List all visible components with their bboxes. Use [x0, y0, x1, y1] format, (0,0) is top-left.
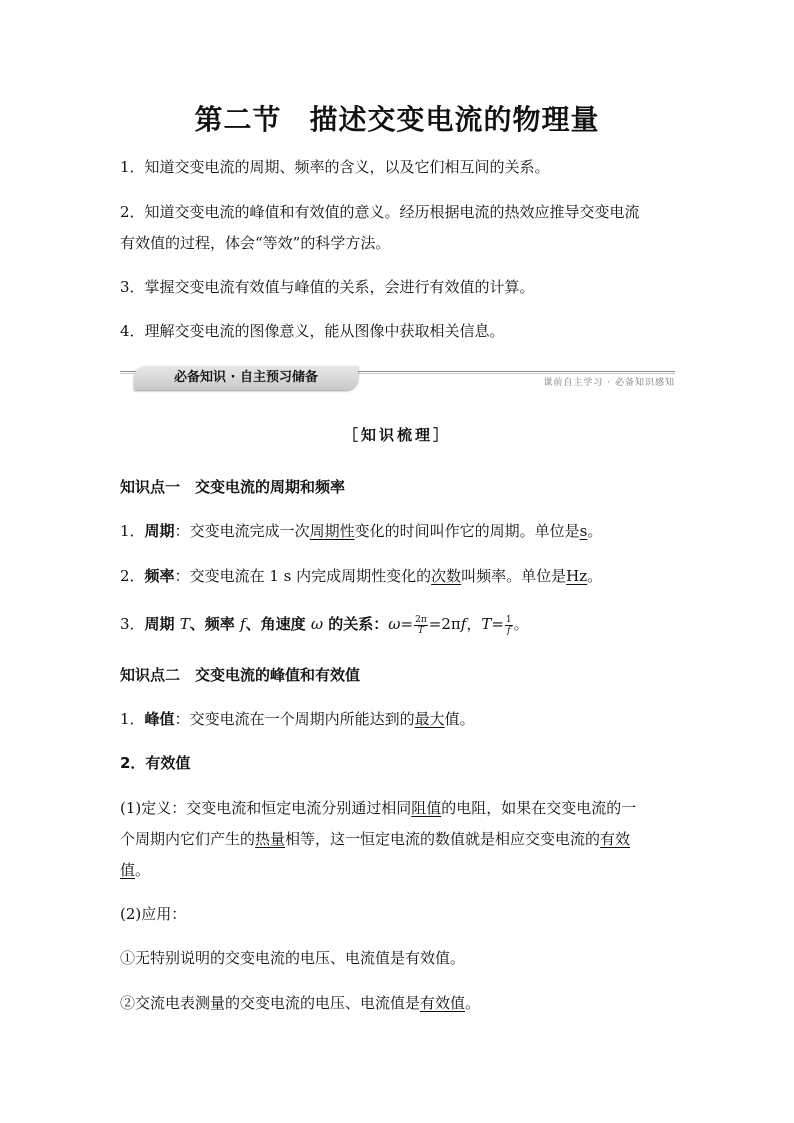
banner-right-caption: 课前自主学习 · 必备知识感知: [543, 378, 675, 388]
objective-3: 3．掌握交变电流有效值与峰值的关系，会进行有效值的计算。: [120, 278, 535, 296]
symbol-T: T: [179, 615, 190, 633]
underlined-answer: 阻值: [411, 799, 442, 817]
title-text: 描述交变电流的物理量: [309, 103, 600, 136]
underlined-answer: 有效: [600, 830, 631, 848]
text: 。: [513, 615, 529, 633]
section-heading: ［知识梳理］: [342, 426, 451, 444]
fraction-denominator: f: [507, 625, 511, 636]
kp1-relation: [120, 609, 680, 639]
formula-part: =: [491, 615, 504, 633]
kp2-rms-title: 2．有效值: [120, 754, 191, 772]
formula-part: ω=: [388, 615, 414, 633]
text: 相等，这一恒定电流的数值就是相应交变电流的: [285, 830, 601, 848]
symbol-f: f: [240, 615, 246, 633]
objective-2-line1: 2．知道交变电流的峰值和有效值的意义。经历根据电流的热效应推导交变电流: [120, 203, 640, 221]
formula-part: =2π: [428, 615, 461, 633]
text: 。: [135, 861, 151, 879]
text: 。: [587, 567, 603, 585]
underlined-answer: Hz: [566, 567, 588, 585]
item-number: 2．: [120, 567, 145, 585]
kp2-definition-line1: [120, 793, 680, 823]
text: 叫频率。单位是: [461, 567, 567, 585]
kp2-peak: [120, 704, 680, 734]
objective-1: 1．知道交变电流的周期、频率的含义，以及它们相互间的关系。: [120, 158, 550, 176]
title-section-number: 第二节: [194, 103, 282, 136]
kp2-application-1: ①无特别说明的交变电流的电压、电流值是有效值。: [120, 949, 466, 967]
text: (1)定义：交变电流和恒定电流分别通过相同: [120, 799, 412, 817]
item-number: 1．: [120, 710, 145, 728]
item-number: 3．: [120, 615, 145, 633]
term: 周期: [144, 615, 180, 633]
page-title: [0, 98, 794, 138]
underlined-answer: 热量: [255, 830, 286, 848]
term: 、频率: [189, 615, 241, 633]
term: 频率: [144, 567, 175, 585]
text: ：交变电流在一个周期内所能达到的: [174, 710, 415, 728]
kp2-definition-line2: [120, 824, 680, 854]
underlined-answer: 次数: [431, 567, 462, 585]
text: ②交流电表测量的交变电流的电压、电流值是: [120, 994, 421, 1012]
kp2-application-title: (2)应用：: [120, 905, 187, 923]
underlined-answer: 周期性: [309, 522, 355, 540]
term: 周期: [144, 522, 175, 540]
fraction-numerator: 2π: [415, 614, 427, 625]
underlined-answer: 有效值: [420, 994, 466, 1012]
text: ：交变电流完成一次: [174, 522, 310, 540]
text: 变化的时间叫作它的周期。单位是: [354, 522, 580, 540]
objective-4: 4．理解交变电流的图像意义，能从图像中获取相关信息。: [120, 322, 505, 340]
term: 的关系：: [323, 615, 389, 633]
underlined-answer: s: [579, 522, 588, 540]
underlined-answer: 最大: [414, 710, 445, 728]
objective-2-line2: 有效值的过程，体会“等效”的科学方法。: [120, 234, 391, 252]
term: 、角速度: [245, 615, 311, 633]
underlined-answer: 值: [120, 861, 136, 879]
fraction-1-over-f: [505, 615, 513, 636]
text: ：交变电流在 1 s 内完成周期性变化的: [174, 567, 432, 585]
item-number: 1．: [120, 522, 145, 540]
text: 的电阻，如果在交变电流的一: [441, 799, 637, 817]
kp2-application-2: [120, 988, 680, 1018]
fraction-numerator: 1: [505, 614, 512, 625]
banner-tab: 必备知识 · 自主预习储备: [134, 366, 358, 390]
kp1-heading: 知识点一 交变电流的周期和频率: [120, 478, 346, 496]
kp1-period: [120, 516, 680, 546]
kp2-definition-line3: [120, 855, 680, 885]
text: 值。: [444, 710, 475, 728]
term: 峰值: [144, 710, 175, 728]
text: 个周期内它们产生的: [120, 830, 256, 848]
section-banner: [120, 366, 675, 392]
kp1-frequency: [120, 561, 680, 591]
fraction-2pi-over-T: [414, 615, 428, 636]
formula-part: f: [460, 615, 467, 633]
formula-part: ，: [466, 615, 482, 633]
formula-part: T: [481, 615, 492, 633]
kp2-heading: 知识点二 交变电流的峰值和有效值: [120, 666, 361, 684]
text: 。: [465, 994, 481, 1012]
text: 。: [587, 522, 603, 540]
fraction-denominator: T: [417, 625, 424, 636]
symbol-omega: ω: [310, 615, 324, 633]
